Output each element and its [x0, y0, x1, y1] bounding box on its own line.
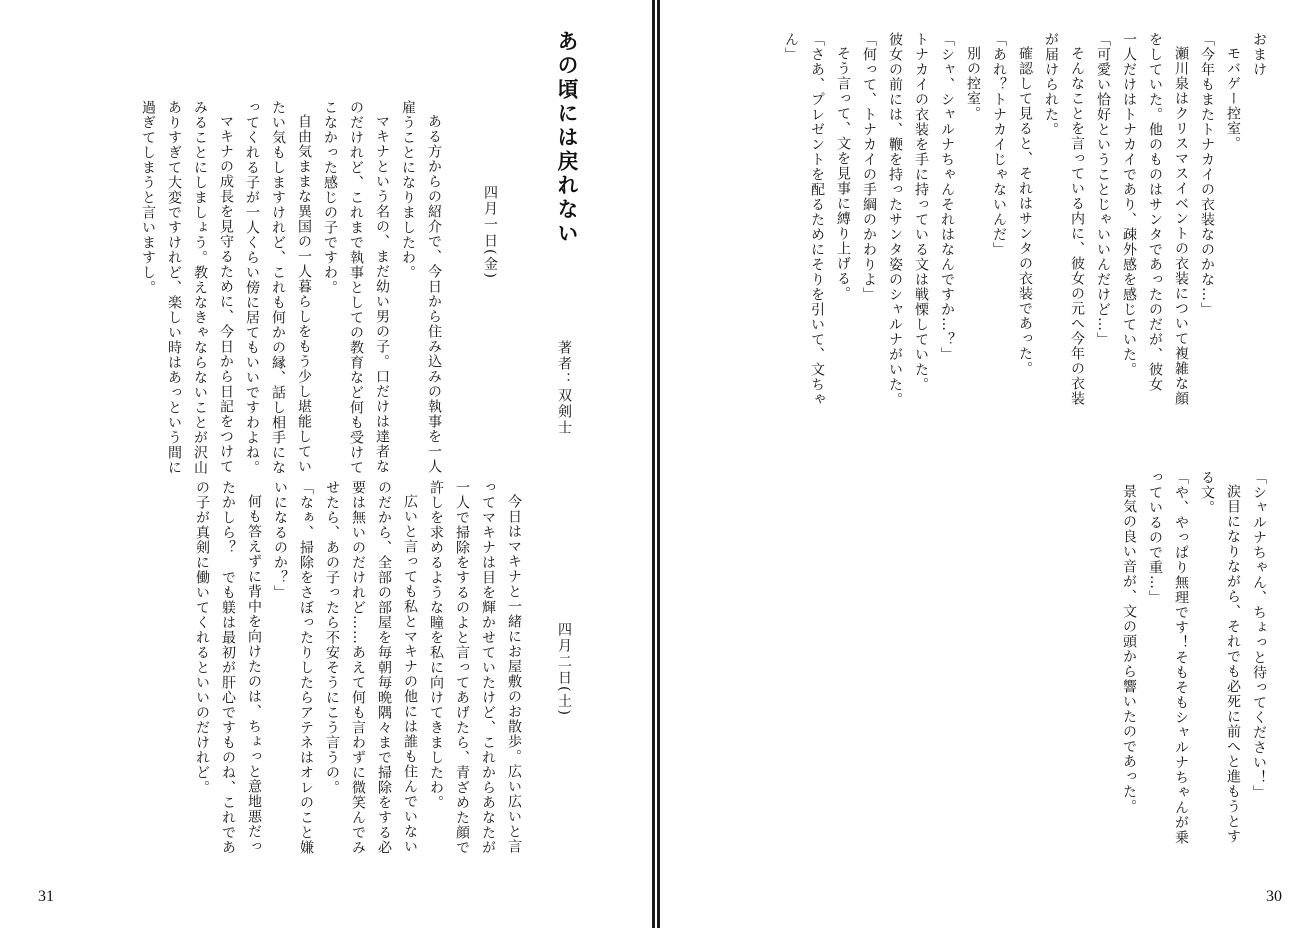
text-line: こなかった感じの子ですわ。 — [322, 100, 338, 295]
text-line: 「や、やっぱり無理です！そもそもシャルナちゃんが乗 — [1173, 470, 1189, 845]
text-line: そう言って、文を見事に縛り上げる。 — [835, 46, 851, 301]
text-line: モバゲー控室。 — [1225, 46, 1241, 151]
omake-section-lower — [1116, 470, 1272, 870]
page-number: 31 — [38, 888, 54, 905]
text-line: そんなことを言っている内に、彼女の元へ今年の衣装 — [1069, 46, 1085, 406]
page-divider — [652, 0, 660, 928]
text-line: トナカイの衣装を手に持っている文は戦慄していた。 — [913, 32, 929, 392]
text-line: 「可愛い恰好ということじゃいいんだけど…」 — [1095, 32, 1111, 347]
date-heading-april-1: 四月一日(金) — [482, 185, 498, 280]
text-line: おまけ — [1251, 32, 1267, 77]
story-title: あの頃には戻れない — [555, 30, 580, 246]
text-line: ある方からの紹介で、今日から住み込みの執事を一人 — [426, 114, 442, 474]
right-page — [660, 0, 1312, 928]
text-line: みることにしましょう。教えなきゃならないことが沢山 — [192, 100, 208, 475]
text-line: たかしら？ でも躾は最初が肝心ですものね、これであ — [220, 480, 236, 855]
text-line: のだけれど、これまで執事としての教育など何も受けて — [348, 100, 364, 475]
text-line: 景気の良い音が、文の頭から響いたのであった。 — [1121, 484, 1137, 814]
text-line: 「さあ、プレゼントを配るためにそりを引いて、文ちゃ — [809, 32, 825, 407]
text-line: 「何って、トナカイの手綱のかわりよ」 — [861, 32, 877, 302]
text-line: 広いと言っても私とマキナの他には誰も住んでいない — [402, 494, 418, 854]
left-page — [0, 0, 652, 928]
text-line: 別の控室。 — [965, 46, 981, 121]
text-line: せたら、あの子ったら不安そうにこう言うの。 — [324, 480, 340, 795]
text-line: 彼女の前には、鞭を持ったサンタ姿のシャルナがいた。 — [887, 32, 903, 407]
text-line: ってマキナは目を輝かせていたけど、これからあなたが — [480, 480, 496, 855]
text-line: たい気もしますけれど、これも何かの縁、話し相手にな — [270, 100, 286, 475]
text-line: 「シャ、シャルナちゃんそれはなんですか…？」 — [939, 32, 955, 362]
omake-section-upper — [778, 32, 1272, 452]
text-line: 瀬川泉はクリスマスイベントの衣装について複雑な顔 — [1173, 46, 1189, 406]
text-line: 要は無いのだけれど……あえて何も言わずに微笑んでみ — [350, 480, 366, 855]
text-line: 「あれ？トナカイじゃないんだ」 — [991, 32, 1007, 257]
diary-entry-april-1 — [135, 100, 447, 475]
text-line: 雇うことになりましたわ。 — [400, 100, 416, 280]
text-line: 許しを求めるような瞳を私に向けてきましたわ。 — [428, 480, 444, 810]
text-line: っているので重…」 — [1147, 470, 1163, 605]
text-line: 涙目になりながら、それでも必死に前へと進もうとす — [1225, 484, 1241, 844]
text-line: る文。 — [1199, 470, 1215, 515]
text-line: 自由気ままな異国の一人暮らしをもう少し堪能してい — [296, 114, 312, 474]
text-line: マキナという名の、まだ幼い男の子。口だけは達者な — [374, 114, 390, 474]
text-line: 過ぎてしまうと言いますし。 — [140, 100, 156, 295]
text-line: 一人だけはトナカイであり、疎外感を感じていた。 — [1121, 32, 1137, 377]
text-line: 「シャルナちゃん、ちょっと待ってください！」 — [1251, 470, 1267, 800]
text-line: 今日はマキナと一緒にお屋敷のお散歩。広い広いと言 — [506, 494, 522, 854]
page-number: 30 — [1266, 888, 1282, 905]
text-line: 一人で掃除をするのよと言ってあげたら、青ざめた顔で — [454, 480, 470, 855]
diary-entry-april-2 — [189, 480, 527, 855]
divider-line — [652, 0, 655, 928]
text-line: ありすぎて大変ですけれど、楽しい時はあっという間に — [166, 100, 182, 475]
text-line: 「今年もまたトナカイの衣装なのかな…」 — [1199, 32, 1215, 317]
text-line: 「なぁ、掃除をさぼったりしたらアテネはオレのこと嫌 — [298, 480, 314, 855]
text-line: マキナの成長を見守るために、今日から日記をつけて — [218, 114, 234, 474]
text-line: の子が真剣に働いてくれるといいのだけれど。 — [194, 480, 210, 795]
author-credit: 著者：双剣士 — [556, 340, 572, 436]
text-line: のだから、全部の部屋を毎朝毎晩隅々まで掃除をする必 — [376, 480, 392, 855]
text-line: ってくれる子が一人くらい傍に居てもいいですわよね。 — [244, 100, 260, 475]
text-line: ん」 — [783, 32, 799, 62]
text-line: 何も答えずに背中を向けたのは、ちょっと意地悪だっ — [246, 494, 262, 854]
date-heading-april-2: 四月二日(土) — [556, 622, 572, 717]
text-line: いになるのか？」 — [272, 480, 288, 600]
text-line: が届けられた。 — [1043, 32, 1059, 137]
text-line: 確認して見ると、それはサンタの衣装であった。 — [1017, 46, 1033, 376]
text-line: をしていた。他のものはサンタであったのだが、彼女 — [1147, 32, 1163, 392]
